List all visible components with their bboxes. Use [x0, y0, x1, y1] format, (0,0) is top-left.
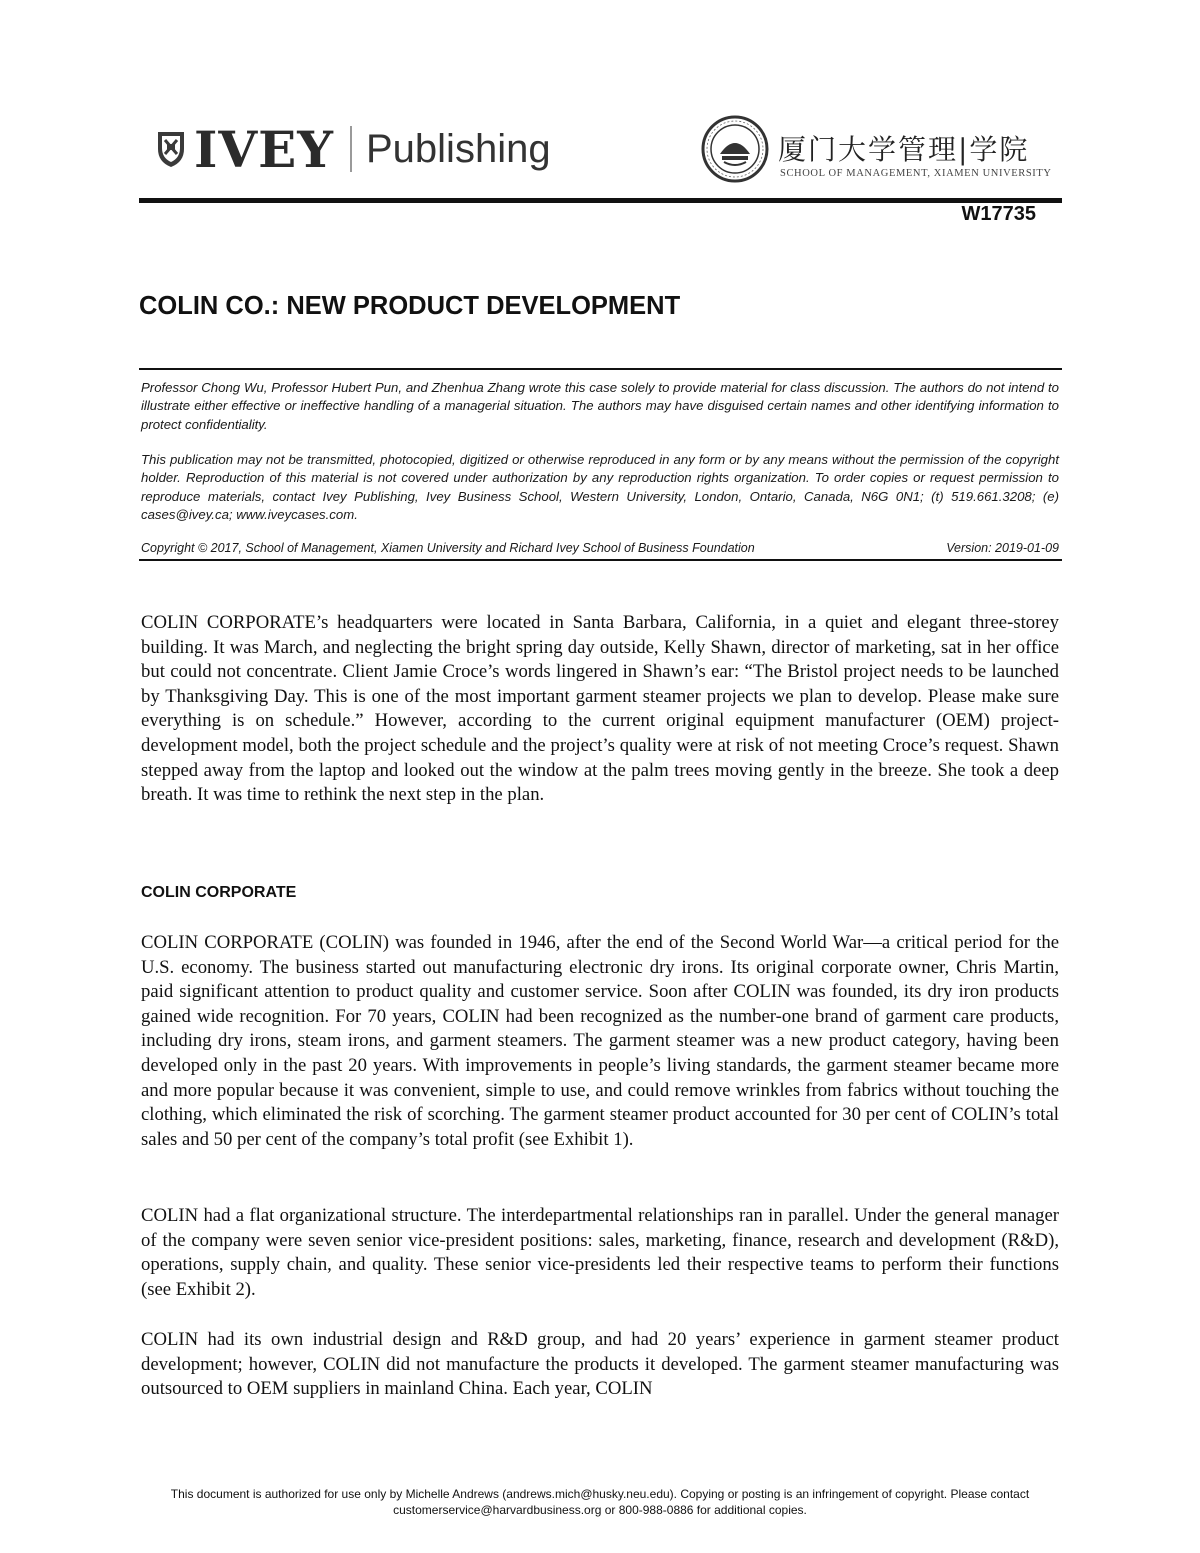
- ivey-publishing-label: Publishing: [366, 126, 551, 171]
- xmu-english-name: SCHOOL OF MANAGEMENT, XIAMEN UNIVERSITY: [780, 168, 1052, 179]
- authors-disclaimer: Professor Chong Wu, Professor Hubert Pun, and Zhenhua Zhang wrote this case solely to provide material for class discussion. The authors do not intend to illustrate either effective or ineffective handling of a managerial situation. The authors may have disguised certain names and other identifying information to protect confidentiality.: [141, 380, 1059, 432]
- body-paragraph: COLIN CORPORATE (COLIN) was founded in 1946, after the end of the Second World War—a critical period for the U.S. economy. The business started out manufacturing electronic dry irons. Its original corporate owner, Chris Martin, paid significant attention to product quality and customer service. Soon after COLIN was founded, its dry iron products gained wide recognition. For 70 years, COLIN had been recognized as the number-one brand of garment care products, including dry irons, steam irons, and garment steamers. The garment steamer was a new product category, having been developed only in the past 20 years. With improvements in people’s living standards, the garment steamer became more and more popular because it was convenient, simple to use, and could remove wrinkles from fabrics without touching the clothing, which eliminated the risk of scorching. The garment steamer product accounted for 30 per cent of COLIN’s total sales and 50 per cent of the company’s total profit (see Exhibit 1).: [141, 932, 1059, 1150]
- footer-line: This document is authorized for use only by Michelle Andrews (andrews.mich@husky.neu.edu). Copying or posting is an infringement of copyright. Please contact: [170, 1487, 1030, 1501]
- case-number: W17735: [961, 203, 1036, 225]
- section-heading: COLIN CORPORATE: [141, 884, 297, 901]
- logo-separator: [350, 126, 352, 172]
- permission-notice: This publication may not be transmitted, photocopied, digitized or otherwise reproduced in any form or by any means without the permission of the copyright holder. Reproduction of this material is not covered under authorization by any reproduction rights organization. To order copies or request permission to reproduce materials, contact Ivey Publishing, Ivey Business School, Western University, London, Ontario, Canada, N6G 0N1; (t) 519.661.3208; (e) cases@ivey.ca; www.iveycases.com.: [141, 452, 1059, 522]
- ivey-shield-icon: [156, 129, 186, 169]
- body-paragraph: COLIN had a flat organizational structure. The interdepartmental relationships ran in parallel. Under the general manager of the company were seven senior vice-president positions: sales, marketing, finance, research and development (R&D), operations, supply chain, and quality. These senior vice-presidents led their respective teams to perform their functions (see Exhibit 2).: [141, 1205, 1059, 1300]
- disclaimer-bottom-rule: [139, 559, 1062, 561]
- footer-line: customerservice@harvardbusiness.org or 800-988-0886 for additional copies.: [393, 1503, 807, 1517]
- disclaimer-top-rule: [139, 368, 1062, 370]
- ivey-publishing-logo: [156, 116, 551, 182]
- xiamen-university-logo: [700, 114, 1062, 186]
- body-paragraph: COLIN had its own industrial design and R&D group, and had 20 years’ experience in garment steamer product development; however, COLIN did not manufacture the products it developed. The garment steamer manufacturing was outsourced to OEM suppliers in mainland China. Each year, COLIN: [141, 1329, 1059, 1400]
- authorization-footer: [100, 1486, 1100, 1518]
- case-title: COLIN CO.: NEW PRODUCT DEVELOPMENT: [139, 292, 681, 320]
- intro-paragraph: COLIN CORPORATE’s headquarters were located in Santa Barbara, California, in a quiet and elegant three-storey building. It was March, and neglecting the bright spring day outside, Kelly Shawn, director of marketing, sat in her office but could not concentrate. Client Jamie Croce’s words lingered in Shawn’s ear: “The Bristol project needs to be launched by Thanksgiving Day. This is one of the most important garment steamer projects we plan to develop. Please make sure everything is on schedule.” However, according to the current original equipment manufacturer (OEM) project-development model, both the project schedule and the project’s quality were at risk of not meeting Croce’s request. Shawn stepped away from the laptop and looked out the window at the palm trees moving gently in the breeze. She took a deep breath. It was time to rethink the next step in the plan.: [141, 612, 1059, 806]
- xmu-chinese-name: 厦门大学管理|学院: [778, 133, 1030, 166]
- university-seal-icon: [700, 114, 770, 184]
- copyright-row: [141, 541, 1059, 555]
- ivey-brand-name: IVEY: [194, 119, 334, 179]
- copyright-notice: Copyright © 2017, School of Management, Xiamen University and Richard Ivey School of Business Foundation: [141, 541, 755, 555]
- version-label: Version: 2019-01-09: [946, 541, 1059, 555]
